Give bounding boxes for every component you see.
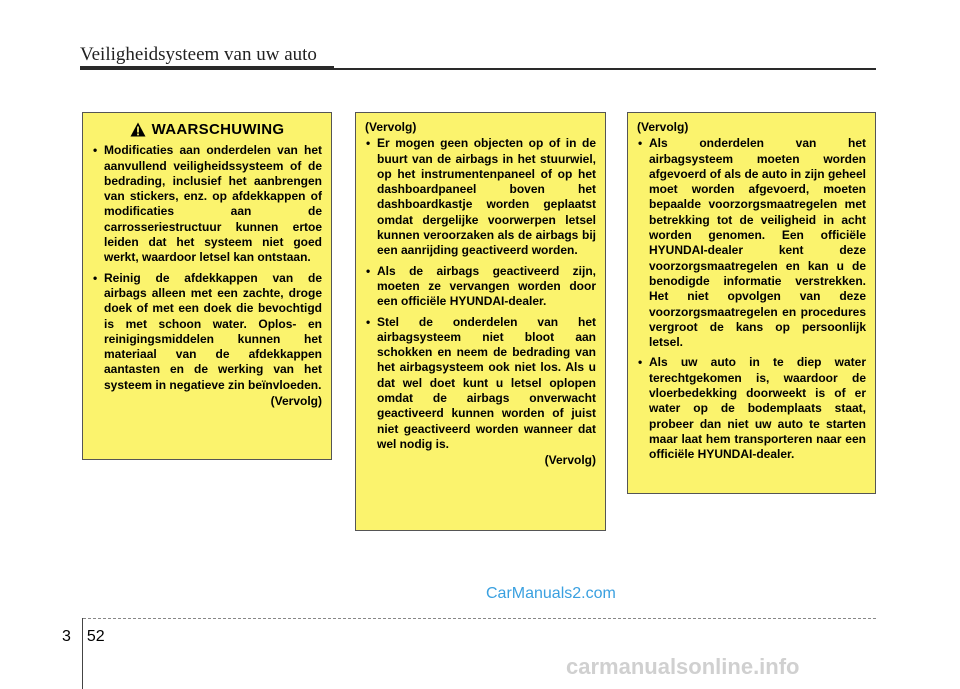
- list-item: • Er mogen geen objecten op of in de buurt van de airbags in het stuurwiel, op het instrumentenpaneel of op het dashboardpaneel boven het dashboardkastje worden geplaatst omdat dergelijke voorwerpen letsel kunnen veroorzaken als de airbags bij een aanrijding geactiveerd worden.: [365, 136, 596, 258]
- continued-label: (Vervolg): [270, 394, 322, 409]
- footer-brand-watermark: carmanualsonline.info: [566, 654, 800, 679]
- continued-heading: (Vervolg): [637, 120, 689, 134]
- page-number: [62, 628, 105, 646]
- list-item: • Als onderdelen van het airbagsysteem moeten worden afgevoerd of als de auto in zijn geheel moet worden afgevoerd, moeten bepaalde voorzorgsmaatregelen met betrekking tot de veiligheid in acht worden genomen. Een officiële HYUNDAI-dealer kent deze voorzorgsmaatregelen en kan u de benodigde informatie verstrekken. Het niet opvolgen van deze voorzorgsmaatregelen en procedures vergroot de kans op persoonlijk letsel.: [637, 136, 866, 350]
- list-item: • Als uw auto in te diep water terechtgekomen is, waardoor de vloerbedekking doorweekt is of er water op de bodemplaats staat, probeer dan niet uw auto te starten maar laat hem transporteren naar een officiële HYUNDAI-dealer.: [637, 355, 866, 462]
- warning-heading-label: WAARSCHUWING: [151, 121, 285, 138]
- page-header-title: Veiligheidsysteem van uw auto: [80, 44, 317, 65]
- header-rule-thin: [334, 68, 876, 70]
- list-item: • Modificaties aan onderdelen van het aanvullend veiligheidssysteem of de bedrading, inclusief het aanbrengen van stickers, enz. op afdekkappen of modificaties aan de carrosseriestructuur kunnen ertoe leiden dat het systeem niet goed werkt, waardoor letsel kan ontstaan.: [92, 143, 322, 265]
- continued-label: (Vervolg): [544, 453, 596, 468]
- watermark-link[interactable]: CarManuals2.com: [486, 585, 616, 602]
- continued-heading: (Vervolg): [365, 120, 417, 134]
- header-rule-thick: [80, 66, 334, 70]
- warning-box-3: [627, 112, 876, 494]
- warning-list: [92, 143, 322, 393]
- warning-box-2: [355, 112, 606, 531]
- list-item: • Reinig de afdekkappen van de airbags alleen met een zachte, droge doek of met een doek die bevochtigd is met schoon water. Oplos- en reinigingsmiddelen kunnen het materiaal van de afdekkappen aantasten en de werking van het systeem in negatieve zin beïnvloeden.: [92, 271, 322, 393]
- warning-box-1: [82, 112, 332, 460]
- page-number-value: 52: [86, 628, 105, 645]
- warning-list: [637, 136, 866, 462]
- warning-heading: [92, 122, 322, 137]
- list-item: • Als de airbags geactiveerd zijn, moeten ze vervangen worden door een officiële HYUNDAI-dealer.: [365, 264, 596, 310]
- warning-list: [365, 136, 596, 452]
- list-item: • Stel de onderdelen van het airbagsysteem niet bloot aan schokken en neem de bedrading van het airbagsysteem ook niet los. Als u dat wel doet kunt u letsel oplopen omdat de airbags onverwacht geactiveerd kunnen worden of juist niet geactiveerd worden wanneer dat wel nodig is.: [365, 315, 596, 453]
- chapter-number: 3: [62, 628, 71, 645]
- footer-rule: [83, 618, 876, 619]
- warning-triangle-icon: [130, 122, 146, 137]
